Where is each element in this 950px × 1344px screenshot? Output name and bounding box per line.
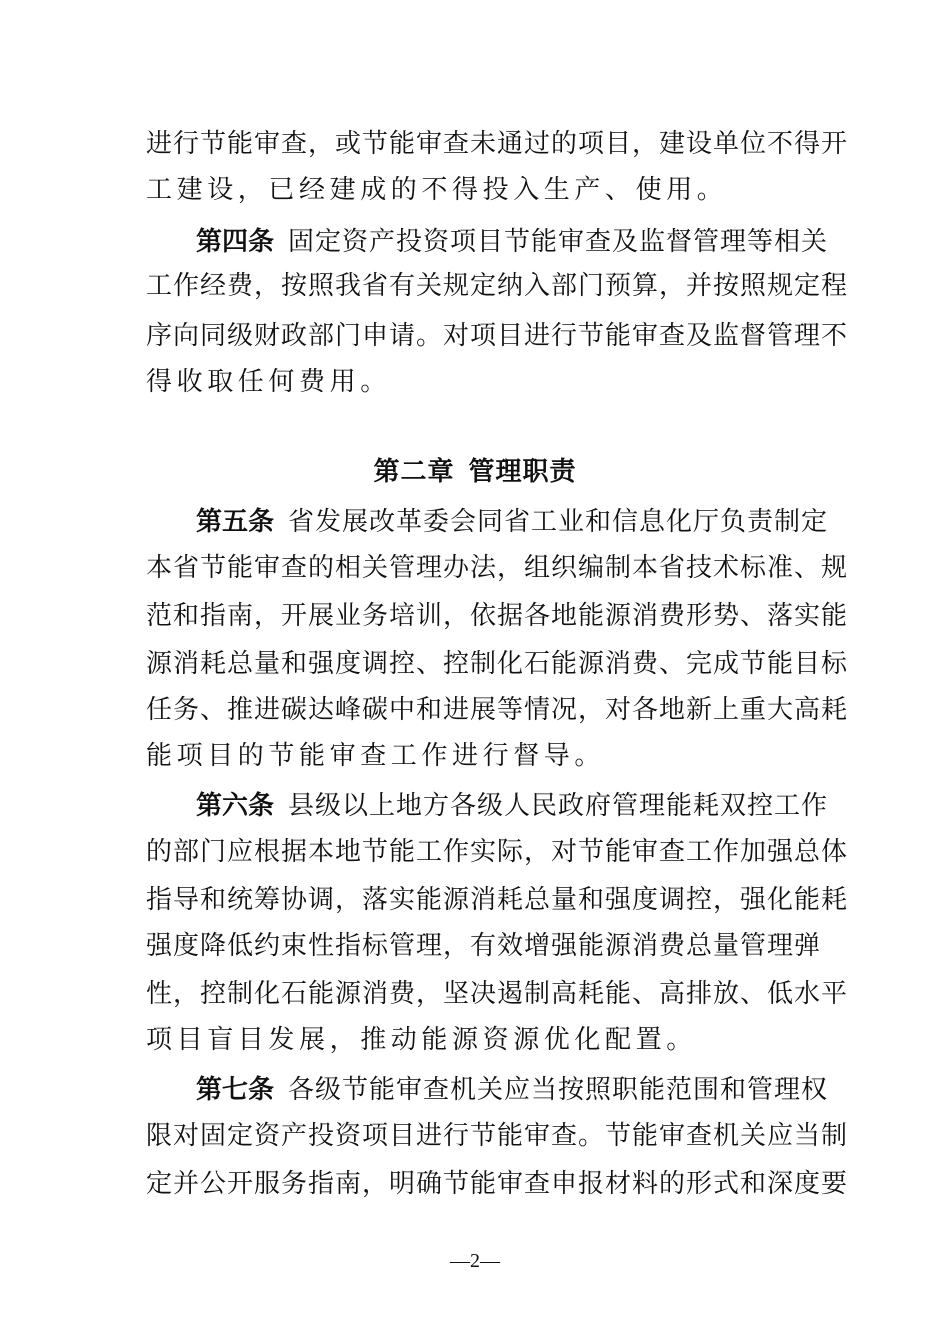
text-line: 进行节能审查，或节能审查未通过的项目，建设单位不得开 — [146, 129, 849, 159]
article-6-line: 第六条 县级以上地方各级人民政府管理能耗双控工作 — [196, 791, 829, 821]
text-line: 能项目的节能审查工作进行督导。 — [146, 741, 606, 771]
article-7-line: 第七条 各级节能审查机关应当按照职能范围和管理权 — [196, 1075, 829, 1105]
text-line: 工作经费，按照我省有关规定纳入部门预算，并按照规定程 — [146, 271, 849, 301]
text-line: 限对固定资产投资项目进行节能审查。节能审查机关应当制 — [146, 1121, 849, 1151]
text-line: 定并公开服务指南，明确节能审查申报材料的形式和深度要 — [146, 1169, 849, 1199]
text-line: 任务、推进碳达峰碳中和进展等情况，对各地新上重大高耗 — [146, 695, 849, 725]
text-line: 序向同级财政部门申请。对项目进行节能审查及监督管理不 — [146, 321, 849, 351]
chapter-number: 第二章 — [373, 457, 455, 487]
text-line: 性，控制化石能源消费，坚决遏制高耗能、高排放、低水平 — [146, 979, 849, 1009]
article-7-label: 第七条 — [196, 1075, 275, 1105]
text-line: 工建设，已经建成的不得投入生产、使用。 — [146, 175, 728, 205]
article-5-label: 第五条 — [196, 507, 275, 537]
article-6-label: 第六条 — [196, 791, 275, 821]
text-line: 的部门应根据本地节能工作实际，对节能审查工作加强总体 — [146, 837, 849, 867]
text-line: 得收取任何费用。 — [146, 367, 391, 397]
page-number: —2— — [450, 1250, 500, 1272]
text-line: 范和指南，开展业务培训，依据各地能源消费形势、落实能 — [146, 601, 849, 631]
text-line: 源消耗总量和强度调控、控制化石能源消费、完成节能目标 — [146, 649, 849, 679]
chapter-title: 管理职责 — [468, 457, 577, 487]
text-line: 强度降低约束性指标管理，有效增强能源消费总量管理弹 — [146, 931, 822, 961]
article-4-label: 第四条 — [196, 227, 275, 257]
text-line: 本省节能审查的相关管理办法，组织编制本省技术标准、规 — [146, 553, 849, 583]
article-4-line: 第四条 固定资产投资项目节能审查及监督管理等相关 — [196, 227, 829, 257]
text-line: 指导和统筹协调，落实能源消耗总量和强度调控，强化能耗 — [146, 885, 849, 915]
text-line: 项目盲目发展，推动能源资源优化配置。 — [146, 1025, 697, 1055]
chapter-heading — [0, 452, 950, 492]
article-5-line: 第五条 省发展改革委会同省工业和信息化厅负责制定 — [196, 507, 829, 537]
